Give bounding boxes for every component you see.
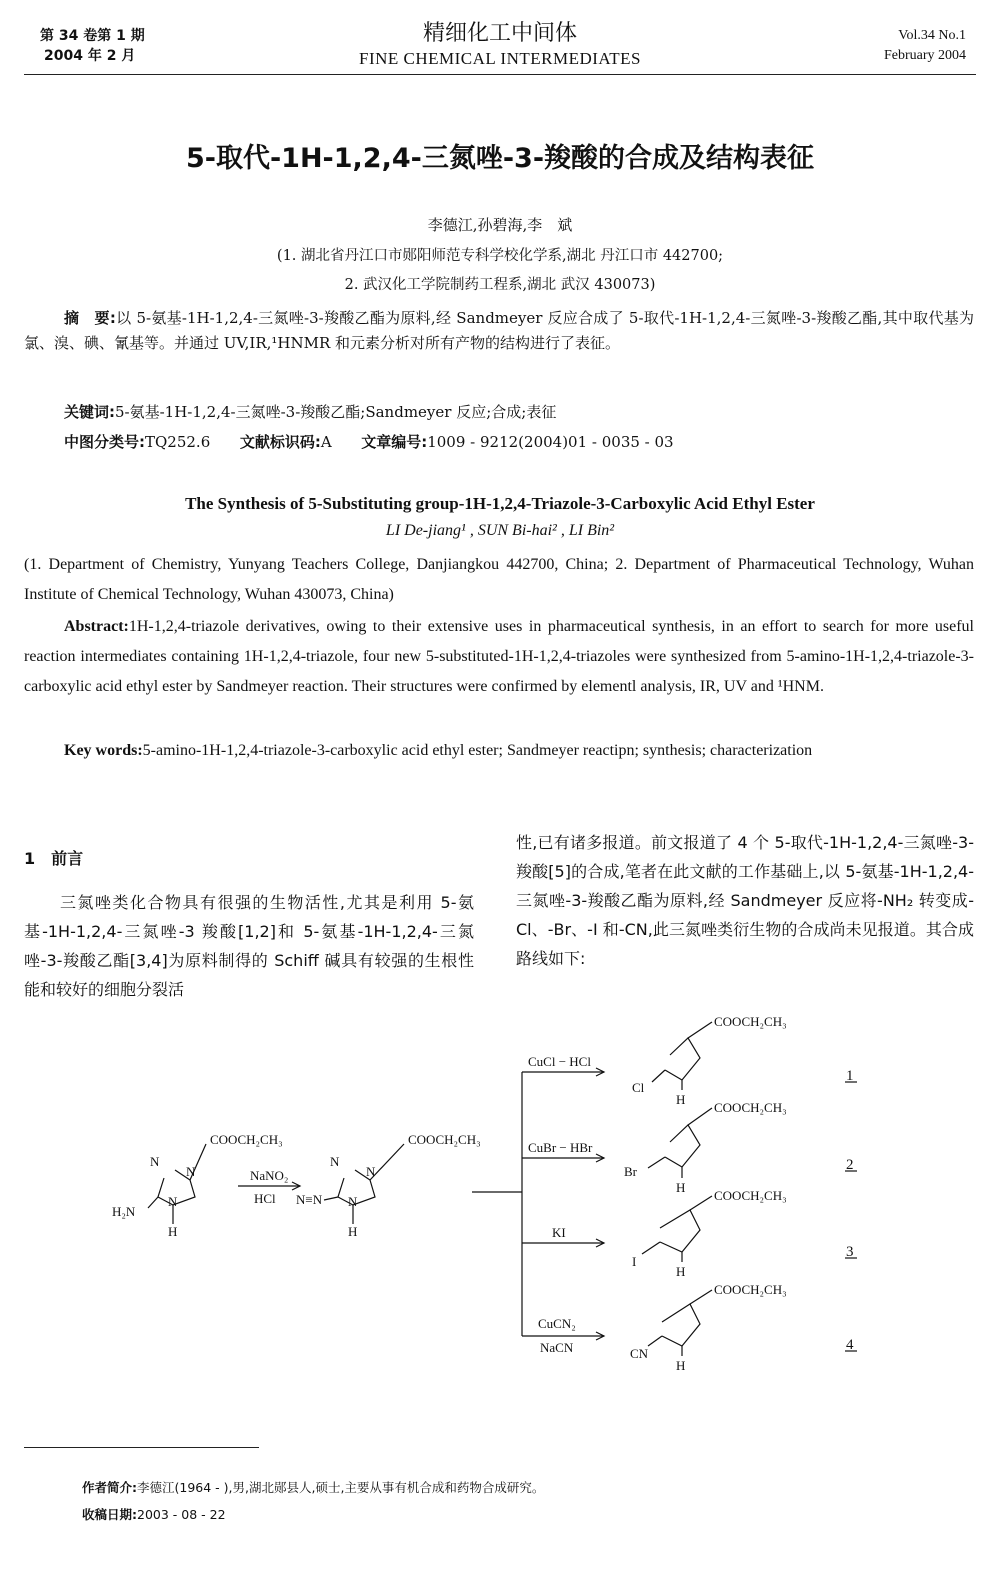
reagent-cucl: CuCl − HCl: [528, 1054, 591, 1069]
keywords-cn-text: 5-氨基-1H-1,2,4-三氮唑-3-羧酸乙酯;Sandmeyer 反应;合成;表征: [115, 403, 557, 421]
diazo-n3-label: N: [348, 1194, 358, 1209]
journal-name: [0, 20, 1000, 70]
received-date: [82, 1505, 226, 1523]
doc-code-value: A: [320, 433, 332, 451]
product-1-ring: [665, 1038, 700, 1080]
authors-cn: 李德江,孙碧海,李 斌: [427, 216, 573, 234]
journal-name-en: FINE CHEMICAL INTERMEDIATES: [358, 49, 642, 68]
diazo-ester-label: COOCH₂CH₃: [408, 1132, 481, 1147]
start-amine-label: H₂N: [112, 1204, 136, 1219]
article-number-label: 文章编号:: [361, 433, 428, 451]
journal-name-cn: 精细化工中间体: [422, 21, 577, 46]
product-4-ester: COOCH₂CH₃: [714, 1282, 787, 1297]
article-number-value: 1009 - 9212(2004)01 - 0035 - 03: [427, 433, 674, 451]
start-n2-label: N: [186, 1164, 196, 1179]
keywords-en: [24, 736, 974, 766]
header-rule: [24, 74, 976, 75]
product-2-ring: [665, 1125, 700, 1167]
clc-value: TQ252.6: [145, 433, 211, 451]
reagent-nacn: NaCN: [540, 1340, 574, 1355]
keywords-en-label: Key words:: [64, 742, 143, 759]
abstract-en-text: 1H-1,2,4-triazole derivatives, owing to their extensive uses in pharmaceutical synthesis, in an effort to search for more useful reaction intermediates containing 1H-1,2,4-triazole, four new 5-substituted-1H-1,2,4-triazoles were synthesized from 5-amino-1H-1,2,4-triazole-3-carboxylic acid ethyl ester by Sandmeyer reaction. Their structures were confirmed by elementl analysis, IR, UV and ¹HNM.: [24, 618, 974, 695]
product-3-ester: COOCH₂CH₃: [714, 1188, 787, 1203]
reagent-cubr: CuBr − HBr: [528, 1140, 593, 1155]
diazo-h-label: H: [348, 1224, 358, 1239]
product-2-h: H: [676, 1180, 686, 1195]
clc-label: 中图分类号:: [64, 433, 145, 451]
product-4-ring: [662, 1304, 700, 1346]
volume-cn: 第 34 卷第 1 期: [40, 28, 145, 44]
received-date-value: 2003 - 08 - 22: [137, 1507, 226, 1522]
reagent-nano2: NaNO₂: [250, 1168, 289, 1183]
footnote-rule: [24, 1447, 259, 1448]
author-bio: [82, 1478, 544, 1496]
keywords-cn-label: 关键词:: [64, 403, 115, 421]
affiliation-en: (1. Department of Chemistry, Yunyang Teachers College, Danjiangkou 442700, China; 2. Department of Pharmaceutical Technology, Wuhan Institute of Chemical Technology, Wuhan 430073, China): [24, 556, 974, 603]
start-n3-label: N: [168, 1194, 178, 1209]
diazo-n1-label: N: [330, 1154, 340, 1169]
abstract-en: [24, 612, 974, 702]
start-n1-label: N: [150, 1154, 160, 1169]
paper-title-en: The Synthesis of 5-Substituting group-1H-1,2,4-Triazole-3-Carboxylic Acid Ethyl Ester: [185, 494, 815, 513]
product-4-substituent: CN: [630, 1346, 649, 1361]
date-cn: 2004 年 2 月: [44, 48, 136, 64]
synthesis-scheme: [0, 1010, 1000, 1410]
issue-info-en: [884, 26, 966, 66]
authors-en: LI De-jiang¹ , SUN Bi-hai² , LI Bin²: [385, 522, 615, 539]
keywords-en-text: 5-amino-1H-1,2,4-triazole-3-carboxylic acid ethyl ester; Sandmeyer reactipn; synthesis; characterization: [142, 742, 813, 759]
reagent-hcl: HCl: [254, 1191, 276, 1206]
compound-number-3: 3: [846, 1244, 854, 1260]
section-heading: 1 前言: [24, 849, 84, 868]
paper-title-cn: 5-取代-1H-1,2,4-三氮唑-3-羧酸的合成及结构表征: [185, 143, 815, 174]
affiliation-cn-2: 2. 武汉化工学院制药工程系,湖北 武汉 430073): [344, 277, 656, 293]
product-3-substituent: I: [632, 1254, 637, 1269]
diazo-n2-label: N: [366, 1164, 376, 1179]
received-date-label: 收稿日期:: [82, 1507, 137, 1522]
product-4-h: H: [676, 1358, 686, 1373]
author-bio-text: 李德江(1964 - ),男,湖北郧县人,硕士,主要从事有机合成和药物合成研究。: [137, 1480, 545, 1495]
start-h-label: H: [168, 1224, 178, 1239]
product-2-substituent: Br: [624, 1164, 637, 1179]
compound-number-1: 1: [846, 1068, 854, 1084]
abstract-en-label: Abstract:: [64, 618, 129, 635]
compound-number-2: 2: [846, 1157, 854, 1173]
product-3-h: H: [676, 1264, 686, 1279]
reagent-cucn: CuCN₂: [538, 1316, 576, 1331]
intro-right-column: 性,已有诸多报道。前文报道了 4 个 5-取代-1H-1,2,4-三氮唑-3-羧酸[5]的合成,笔者在此文献的工作基础上,以 5-氨基-1H-1,2,4-三氮唑-3-羧酸乙酯为原料,经 Sandmeyer 反应将-NH₂ 转变成-Cl、-Br、-I 和-CN,此三氮唑类衍生物的合成尚未见报道。其合成路线如下:: [516, 833, 974, 968]
product-3-ring: [660, 1210, 700, 1252]
start-ester-label: COOCH₂CH₃: [210, 1132, 283, 1147]
volume-en: Vol.34 No.1: [898, 28, 966, 43]
abstract-cn: [24, 306, 974, 356]
product-1-ester: COOCH₂CH₃: [714, 1014, 787, 1029]
abstract-cn-text: 以 5-氨基-1H-1,2,4-三氮唑-3-羧酸乙酯为原料,经 Sandmeyer 反应合成了 5-取代-1H-1,2,4-三氮唑-3-羧酸乙酯,其中取代基为氯、溴、碘、氰基等。并通过 UV,IR,¹HNMR 和元素分析对所有产物的结构进行了表征。: [24, 309, 974, 352]
classification-line: [64, 430, 974, 455]
reagent-ki: KI: [552, 1225, 566, 1240]
keywords-cn: [64, 400, 974, 425]
abstract-cn-label: 摘 要:: [64, 309, 116, 327]
product-1-h: H: [676, 1092, 686, 1107]
affiliation-cn-1: (1. 湖北省丹江口市郧阳师范专科学校化学系,湖北 丹江口市 442700;: [276, 248, 724, 264]
intro-left-column: 三氮唑类化合物具有很强的生物活性,尤其是利用 5-氨基-1H-1,2,4-三氮唑-3 羧酸[1,2]和 5-氨基-1H-1,2,4-三氮唑-3-羧酸乙酯[3,4]为原料制得的 Schiff 碱具有较强的生根性能和较好的细胞分裂活: [24, 893, 474, 999]
author-bio-label: 作者简介:: [82, 1480, 137, 1495]
date-en: February 2004: [883, 48, 966, 63]
product-2-ester: COOCH₂CH₃: [714, 1100, 787, 1115]
doc-code-label: 文献标识码:: [239, 433, 321, 451]
compound-number-4: 4: [846, 1337, 854, 1353]
diazo-group-label: N≡N: [296, 1192, 323, 1207]
product-1-substituent: Cl: [632, 1080, 645, 1095]
